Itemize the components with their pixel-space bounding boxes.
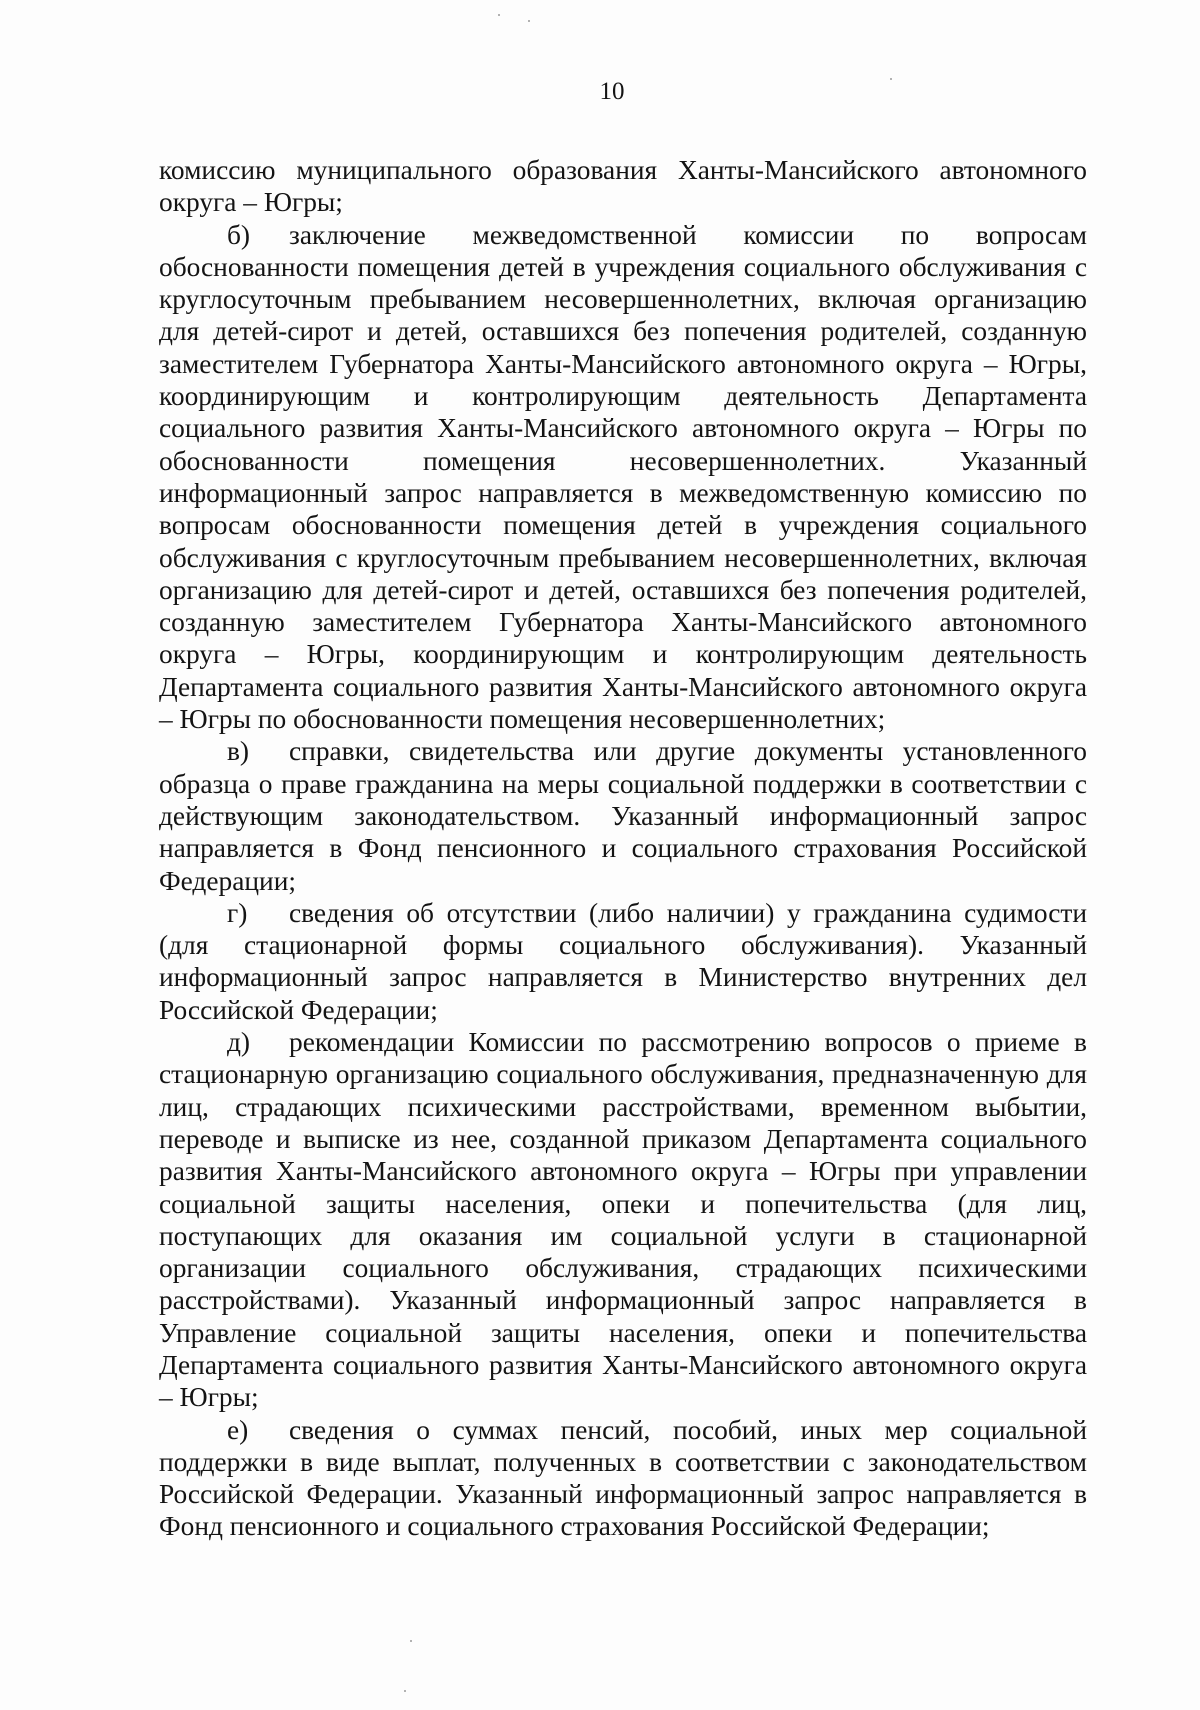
paragraph-continuation xyxy=(159,154,1087,219)
scan-artifact xyxy=(404,1690,406,1692)
paragraph-item-e xyxy=(159,1414,1087,1543)
paragraph-text: справки, свидетельства или другие документы установленного образца о праве гражданина на меры социальной поддержки в соответствии с действующим законодательством. Указанный информационный запрос направляется в Фонд пенсионного и социального страхования Российской Федерации; xyxy=(159,736,1087,896)
page-number: 10 xyxy=(599,78,625,105)
item-marker: г) xyxy=(227,897,248,928)
scan-artifact xyxy=(890,78,892,80)
paragraph-item-d xyxy=(159,1026,1087,1414)
paragraph-item-b xyxy=(159,219,1087,736)
item-marker: е) xyxy=(227,1414,249,1445)
paragraph-item-g xyxy=(159,897,1087,1026)
item-marker: б) xyxy=(227,219,251,250)
paragraph-text: рекомендации Комиссии по рассмотрению вопросов о приеме в стационарную организацию социального обслуживания, предназначенную для лиц, страдающих психическими расстройствами, временном выбытии, переводе и выписке из нее, созданной приказом Департамента социального развития Ханты-Мансийского автономного округа – Югры при управлении социальной защиты населения, опеки и попечительства (для лиц, поступающих для оказания им социальной услуги в стационарной организации социального обслуживания, страдающих психическими расстройствами). Указанный информационный запрос направляется в Управление социальной защиты населения, опеки и попечительства Департамента социального развития Ханты-Мансийского автономного округа – Югры; xyxy=(159,1027,1087,1413)
scan-artifact xyxy=(528,20,530,22)
item-marker: в) xyxy=(227,736,250,767)
document-body xyxy=(159,154,1087,1543)
paragraph-text: комиссию муниципального образования Ханты-Мансийского автономного округа – Югры; xyxy=(159,155,1087,218)
item-marker: д) xyxy=(227,1027,251,1058)
paragraph-text: заключение межведомственной комиссии по вопросам обоснованности помещения детей в учреждения социального обслуживания с круглосуточным пребыванием несовершеннолетних, включая организацию для детей-сирот и детей, оставшихся без попечения родителей, созданную заместителем Губернатора Ханты-Мансийского автономного округа – Югры, координирующим и контролирующим деятельность Департамента социального развития Ханты-Мансийского автономного округа – Югры по обоснованности помещения несовершеннолетних. Указанный информационный запрос направляется в межведомственную комиссию по вопросам обоснованности помещения детей в учреждения социального обслуживания с круглосуточным пребыванием несовершеннолетних, включая организацию для детей-сирот и детей, оставшихся без попечения родителей, созданную заместителем Губернатора Ханты-Мансийского автономного округа – Югры, координирующим и контролирующим деятельность Департамента социального развития Ханты-Мансийского автономного округа – Югры по обоснованности помещения несовершеннолетних; xyxy=(159,219,1087,735)
scan-artifact xyxy=(410,1640,412,1642)
paragraph-item-v xyxy=(159,735,1087,896)
paragraph-text: сведения о суммах пенсий, пособий, иных мер социальной поддержки в виде выплат, полученных в соответствии с законодательством Российской Федерации. Указанный информационный запрос направляется в Фонд пенсионного и социального страхования Российской Федерации; xyxy=(159,1414,1087,1542)
paragraph-text: сведения об отсутствии (либо наличии) у гражданина судимости (для стационарной формы социального обслуживания). Указанный информационный запрос направляется в Министерство внутренних дел Российской Федерации; xyxy=(159,897,1087,1025)
scan-artifact xyxy=(498,14,500,16)
